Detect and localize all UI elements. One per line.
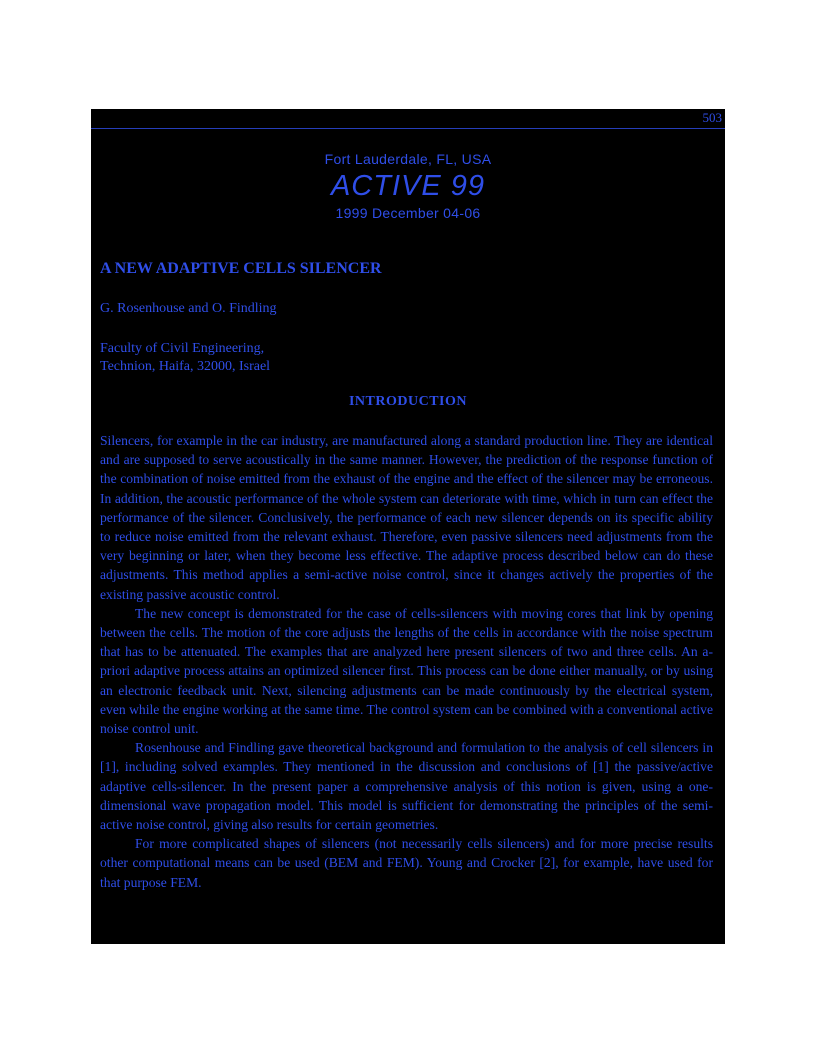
- body-text: [100, 431, 713, 892]
- conference-header: [91, 151, 725, 221]
- paragraph: Rosenhouse and Findling gave theoretical background and formulation to the analysis of cell silencers in [1], including solved examples. They mentioned in the discussion and conclusions of [1] the passive/active adaptive cells-silencer. In the present paper a comprehensive analysis of this notion is given, using a one-dimensional wave propagation model. This model is sufficient for demonstrating the principles of the semi-active noise control, giving also results for certain geometries.: [100, 740, 713, 833]
- paper-authors: G. Rosenhouse and O. Findling: [100, 301, 277, 316]
- section-heading: INTRODUCTION: [348, 394, 467, 409]
- affiliation-line-1: Faculty of Civil Engineering,: [100, 341, 265, 356]
- paragraph: Silencers, for example in the car industry, are manufactured along a standard production line. They are identical and are supposed to serve acoustically in the same manner. However, the prediction of the response function of the combination of noise emitted from the exhaust of the engine and the effect of the silencer may be erroneous. In addition, the acoustic performance of the whole system can deteriorate with time, which in turn can effect the performance of the silencer. Conclusively, the performance of each new silencer depends on its specific ability to reduce noise emitted from the relevant exhaust. Therefore, even passive silencers need adjustments from the very beginning or later, when they become less effective. The adaptive process described below can do these adjustments. This method applies a semi-active noise control, since it changes actively the properties of the existing passive acoustic control.: [100, 433, 713, 602]
- paragraph: The new concept is demonstrated for the case of cells-silencers with moving cores that link by opening between the cells. The motion of the core adjusts the lengths of the cells in accordance with the noise spectrum that has to be attenuated. The examples that are analyzed here present silencers of two and three cells. An a-priori adaptive process attains an optimized silencer first. This process can be done either manually, or by using an electronic feedback unit. Next, silencing adjustments can be made continuously by the electrical system, even while the engine working at the same time. The control system can be combined with a conventional active noise control unit.: [100, 605, 713, 737]
- page-number: 503: [702, 110, 722, 125]
- conference-dates: 1999 December 04-06: [335, 205, 481, 221]
- affiliation-line-2: Technion, Haifa, 32000, Israel: [100, 359, 271, 374]
- conference-name: ACTIVE 99: [330, 170, 486, 202]
- paragraph: For more complicated shapes of silencers (not necessarily cells silencers) and for more precise results other computational means can be used (BEM and FEM). Young and Crocker [2], for example, have used for that purpose FEM.: [100, 836, 713, 890]
- header-rule: [91, 128, 725, 129]
- paper-title: A NEW ADAPTIVE CELLS SILENCER: [100, 260, 382, 277]
- paper-page: [91, 109, 725, 944]
- author-affiliation: [100, 340, 270, 376]
- conference-location: Fort Lauderdale, FL, USA: [324, 151, 492, 167]
